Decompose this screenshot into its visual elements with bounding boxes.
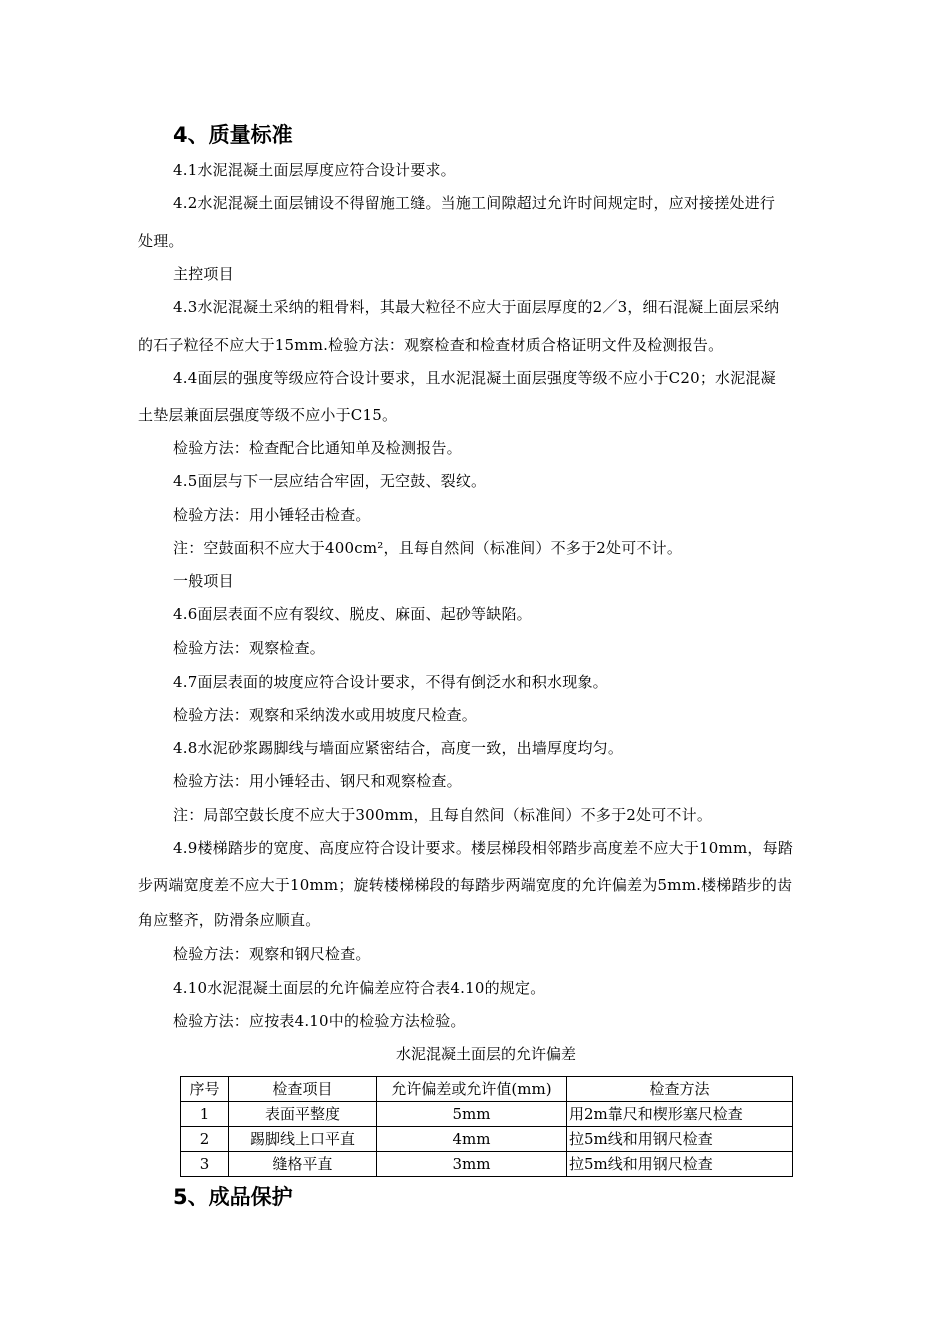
paragraph-line: 检验方法：用小锤轻击检查。 xyxy=(173,506,371,524)
paragraph-line: 步两端宽度差不应大于10mm；旋转楼梯梯段的每踏步两端宽度的允许偏差为5mm.楼梯踏步的齿 xyxy=(138,876,793,894)
header-tolerance: 允许偏差或允许值(mm) xyxy=(377,1077,567,1102)
header-index: 序号 xyxy=(181,1077,229,1102)
cell-method: 拉5m线和用钢尺检查 xyxy=(567,1152,793,1177)
cell-tolerance: 3mm xyxy=(377,1152,567,1177)
tolerance-table xyxy=(180,1076,793,1177)
paragraph-line: 检验方法：观察和采纳泼水或用坡度尺检查。 xyxy=(173,706,478,724)
paragraph-line: 检验方法：观察和钢尺检查。 xyxy=(173,945,371,963)
cell-item: 表面平整度 xyxy=(229,1102,377,1127)
paragraph-line: 检验方法：用小锤轻击、钢尺和观察检查。 xyxy=(173,772,462,790)
table-header-row xyxy=(181,1077,793,1102)
paragraph-line: 4.8水泥砂浆踢脚线与墙面应紧密结合，高度一致，出墙厚度均匀。 xyxy=(173,739,624,757)
cell-tolerance: 5mm xyxy=(377,1102,567,1127)
note-line: 注：局部空鼓长度不应大于300mm，且每自然间（标准间）不多于2处可不计。 xyxy=(173,806,713,824)
note-line: 注：空鼓面积不应大于400cm²，且每自然间（标准间）不多于2处可不计。 xyxy=(173,539,683,557)
paragraph-line: 4.5面层与下一层应结合牢固，无空鼓、裂纹。 xyxy=(173,472,487,490)
section-4-heading: 4、质量标准 xyxy=(173,123,293,147)
cell-method: 用2m靠尺和楔形塞尺检查 xyxy=(567,1102,793,1127)
paragraph-line: 4.9楼梯踏步的宽度、高度应符合设计要求。楼层梯段相邻踏步高度差不应大于10mm，每踏 xyxy=(173,839,793,857)
paragraph-line: 4.1水泥混凝土面层厚度应符合设计要求。 xyxy=(173,161,456,179)
paragraph-line: 4.7面层表面的坡度应符合设计要求，不得有倒泛水和积水现象。 xyxy=(173,673,608,691)
table-row xyxy=(181,1127,793,1152)
paragraph-line: 土垫层兼面层强度等级不应小于C15。 xyxy=(138,406,398,424)
section-5-heading: 5、成品保护 xyxy=(173,1185,293,1209)
paragraph-line: 检验方法：应按表4.10中的检验方法检验。 xyxy=(173,1012,466,1030)
subheading-general: 一般项目 xyxy=(173,572,234,590)
cell-item: 踢脚线上口平直 xyxy=(229,1127,377,1152)
table-caption: 水泥混凝土面层的允许偏差 xyxy=(395,1045,576,1063)
paragraph-line: 4.10水泥混凝土面层的允许偏差应符合表4.10的规定。 xyxy=(173,979,546,997)
cell-index: 3 xyxy=(181,1152,229,1177)
paragraph-line: 处理。 xyxy=(138,232,184,250)
cell-tolerance: 4mm xyxy=(377,1127,567,1152)
cell-index: 2 xyxy=(181,1127,229,1152)
paragraph-line: 的石子粒径不应大于15mm.检验方法：观察检查和检查材质合格证明文件及检测报告。 xyxy=(138,336,724,354)
paragraph-line: 4.2水泥混凝土面层铺设不得留施工缝。当施工间隙超过允许时间规定时，应对接搓处进行 xyxy=(173,194,776,212)
paragraph-line: 4.3水泥混凝土采纳的粗骨料，其最大粒径不应大于面层厚度的2／3，细石混凝上面层采纳 xyxy=(173,298,780,316)
paragraph-line: 检验方法：观察检查。 xyxy=(173,639,326,657)
header-method: 检查方法 xyxy=(567,1077,793,1102)
paragraph-line: 角应整齐，防滑条应顺直。 xyxy=(138,911,321,929)
cell-method: 拉5m线和用钢尺检查 xyxy=(567,1127,793,1152)
table-row xyxy=(181,1152,793,1177)
paragraph-line: 4.4面层的强度等级应符合设计要求，且水泥混凝土面层强度等级不应小于C20；水泥混凝 xyxy=(173,369,776,387)
subheading-main-control: 主控项目 xyxy=(173,265,234,283)
table-row xyxy=(181,1102,793,1127)
cell-index: 1 xyxy=(181,1102,229,1127)
paragraph-line: 检验方法：检查配合比通知单及检测报告。 xyxy=(173,439,462,457)
header-item: 检查项目 xyxy=(229,1077,377,1102)
paragraph-line: 4.6面层表面不应有裂纹、脱皮、麻面、起砂等缺陷。 xyxy=(173,605,532,623)
cell-item: 缝格平直 xyxy=(229,1152,377,1177)
